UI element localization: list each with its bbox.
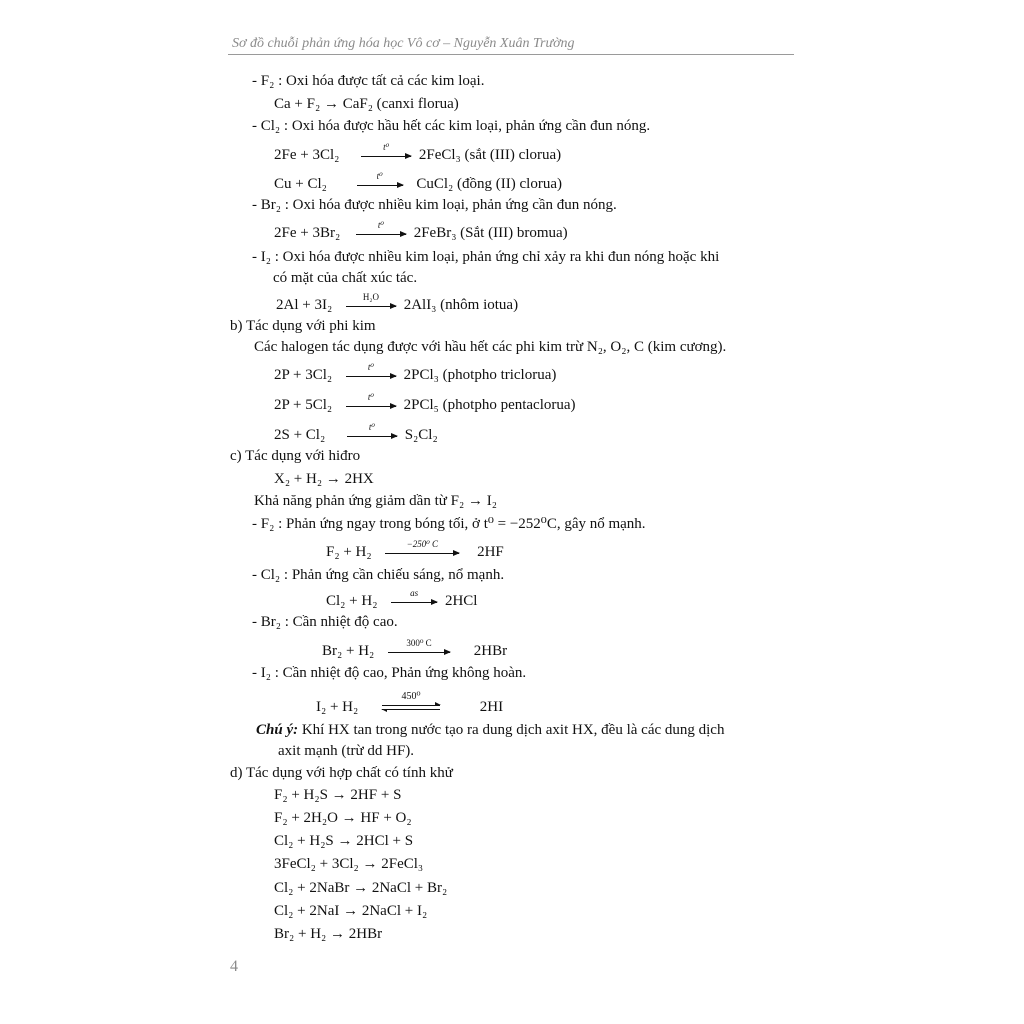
header-divider	[228, 54, 794, 55]
reactants: F₂ + H₂	[326, 544, 372, 560]
products: CuCl₂ (đồng (II) clorua)	[416, 176, 562, 192]
products: 2HBr	[473, 643, 508, 659]
running-header: Sơ đồ chuỗi phản ứng hóa học Vô cơ – Nguyễn Xuân Trường	[232, 36, 575, 51]
reaction-condition: t⁰	[368, 422, 376, 433]
section-heading: d) Tác dụng với hợp chất có tính khử	[230, 765, 453, 781]
equation-line	[274, 362, 557, 384]
equation-line	[274, 422, 438, 444]
equation-line: Cl₂ + H₂S → 2HCl + S	[274, 833, 414, 849]
products: 2FeBr₃ (Sắt (III) bromua)	[413, 225, 568, 241]
equation-line: Cl₂ + 2NaI → 2NaCl + I₂	[274, 903, 428, 919]
reactants: 2S + Cl₂	[274, 427, 326, 443]
equation-line	[322, 638, 508, 660]
reaction-condition: t⁰	[376, 171, 383, 182]
text-line: - Br₂ : Oxi hóa được nhiều kim loại, phản ứng cần đun nóng.	[252, 197, 617, 213]
text-line: - I₂ : Cần nhiệt độ cao, Phản ứng không hoàn.	[252, 665, 527, 681]
equation-line	[316, 691, 504, 716]
products: 2AlI₃ (nhôm iotua)	[403, 297, 519, 313]
text-line: - F₂ : Oxi hóa được tất cả các kim loại.	[252, 73, 485, 89]
equation-line: Br₂ + H₂ → 2HBr	[274, 926, 383, 942]
reaction-arrow	[346, 392, 396, 407]
reactants: Cl₂ + H₂	[326, 593, 378, 609]
equation-line: F₂ + 2H₂O → HF + O₂	[274, 810, 412, 826]
reaction-condition: 450⁰	[401, 691, 421, 703]
reaction-arrow	[346, 362, 396, 377]
products: 2HCl	[444, 593, 478, 609]
reactants: Br₂ + H₂	[322, 643, 375, 659]
reaction-condition: −250⁰ C	[406, 539, 439, 550]
reaction-condition: t⁰	[367, 362, 374, 373]
reaction-arrow	[388, 638, 450, 653]
equation-line	[274, 171, 562, 193]
reaction-arrow	[361, 142, 411, 157]
text-line: Các halogen tác dụng được với hầu hết các phi kim trừ N₂, O₂, C (kim cương).	[254, 339, 727, 355]
equation-line: X₂ + H₂ → 2HX	[274, 471, 374, 487]
equation-line	[276, 292, 519, 314]
reaction-arrow	[346, 292, 396, 307]
reactants: 2Al + 3I₂	[276, 297, 333, 313]
text-line: - Br₂ : Cần nhiệt độ cao.	[252, 614, 398, 630]
products: 2HI	[479, 699, 504, 715]
reaction-condition: 300⁰ C	[406, 638, 432, 649]
section-heading: c) Tác dụng với hiđro	[230, 448, 361, 464]
reactants: 2P + 5Cl₂	[274, 397, 333, 413]
text-line: - Cl₂ : Oxi hóa được hầu hết các kim loại, phản ứng cần đun nóng.	[252, 118, 651, 134]
text-line: có mặt của chất xúc tác.	[273, 270, 418, 286]
reaction-condition: t⁰	[383, 142, 390, 153]
reaction-arrow	[357, 171, 403, 186]
reaction-condition: as	[410, 588, 419, 599]
note-label: Chú ý:	[256, 722, 299, 738]
text-line: Khả năng phản ứng giảm dần từ F₂ → I₂	[254, 493, 497, 509]
reaction-arrow	[391, 588, 437, 603]
reactants: Cu + Cl₂	[274, 176, 327, 192]
equation-line	[326, 588, 478, 610]
reactants: 2Fe + 3Br₂	[274, 225, 341, 241]
products: 2PCl₅ (photpho pentaclorua)	[403, 397, 576, 413]
reaction-arrow	[356, 220, 406, 235]
text-line: - F₂ : Phản ứng ngay trong bóng tối, ở t⁰ = −252⁰C, gây nổ mạnh.	[252, 516, 646, 532]
equation-line: 3FeCl₂ + 3Cl₂ → 2FeCl₃	[274, 856, 424, 872]
reaction-condition: H₂O	[362, 292, 379, 303]
page-number: 4	[230, 958, 238, 975]
section-heading: b) Tác dụng với phi kim	[230, 318, 376, 334]
equilibrium-arrow	[382, 691, 440, 710]
reactants: I₂ + H₂	[316, 699, 359, 715]
reaction-arrow	[385, 539, 459, 554]
equation-line	[274, 220, 568, 242]
reaction-condition: t⁰	[377, 220, 384, 231]
reactants: 2P + 3Cl₂	[274, 367, 333, 383]
products: 2PCl₃ (photpho triclorua)	[403, 367, 557, 383]
note-text: Khí HX tan trong nước tạo ra dung dịch axit HX, đều là các dung dịch	[301, 722, 725, 738]
equation-line	[326, 539, 504, 561]
products: S₂Cl₂	[404, 427, 438, 443]
reactants: 2Fe + 3Cl₂	[274, 147, 340, 163]
text-line: axit mạnh (trừ dd HF).	[278, 743, 415, 759]
text-line: - I₂ : Oxi hóa được nhiều kim loại, phản ứng chỉ xảy ra khi đun nóng hoặc khi	[252, 249, 720, 265]
equation-line	[274, 392, 576, 414]
reaction-arrow	[347, 422, 397, 437]
equation-line: Cl₂ + 2NaBr → 2NaCl + Br₂	[274, 880, 448, 896]
equation-line: F₂ + H₂S → 2HF + S	[274, 787, 402, 803]
text-line: - Cl₂ : Phản ứng cần chiếu sáng, nổ mạnh.	[252, 567, 505, 583]
products: 2FeCl₃ (sắt (III) clorua)	[418, 147, 562, 163]
equation-line: Ca + F₂ → CaF₂ (canxi florua)	[274, 96, 459, 112]
equation-line	[274, 142, 562, 164]
reaction-condition: t⁰	[367, 392, 374, 403]
products: 2HF	[477, 544, 504, 560]
note-line	[256, 721, 724, 739]
